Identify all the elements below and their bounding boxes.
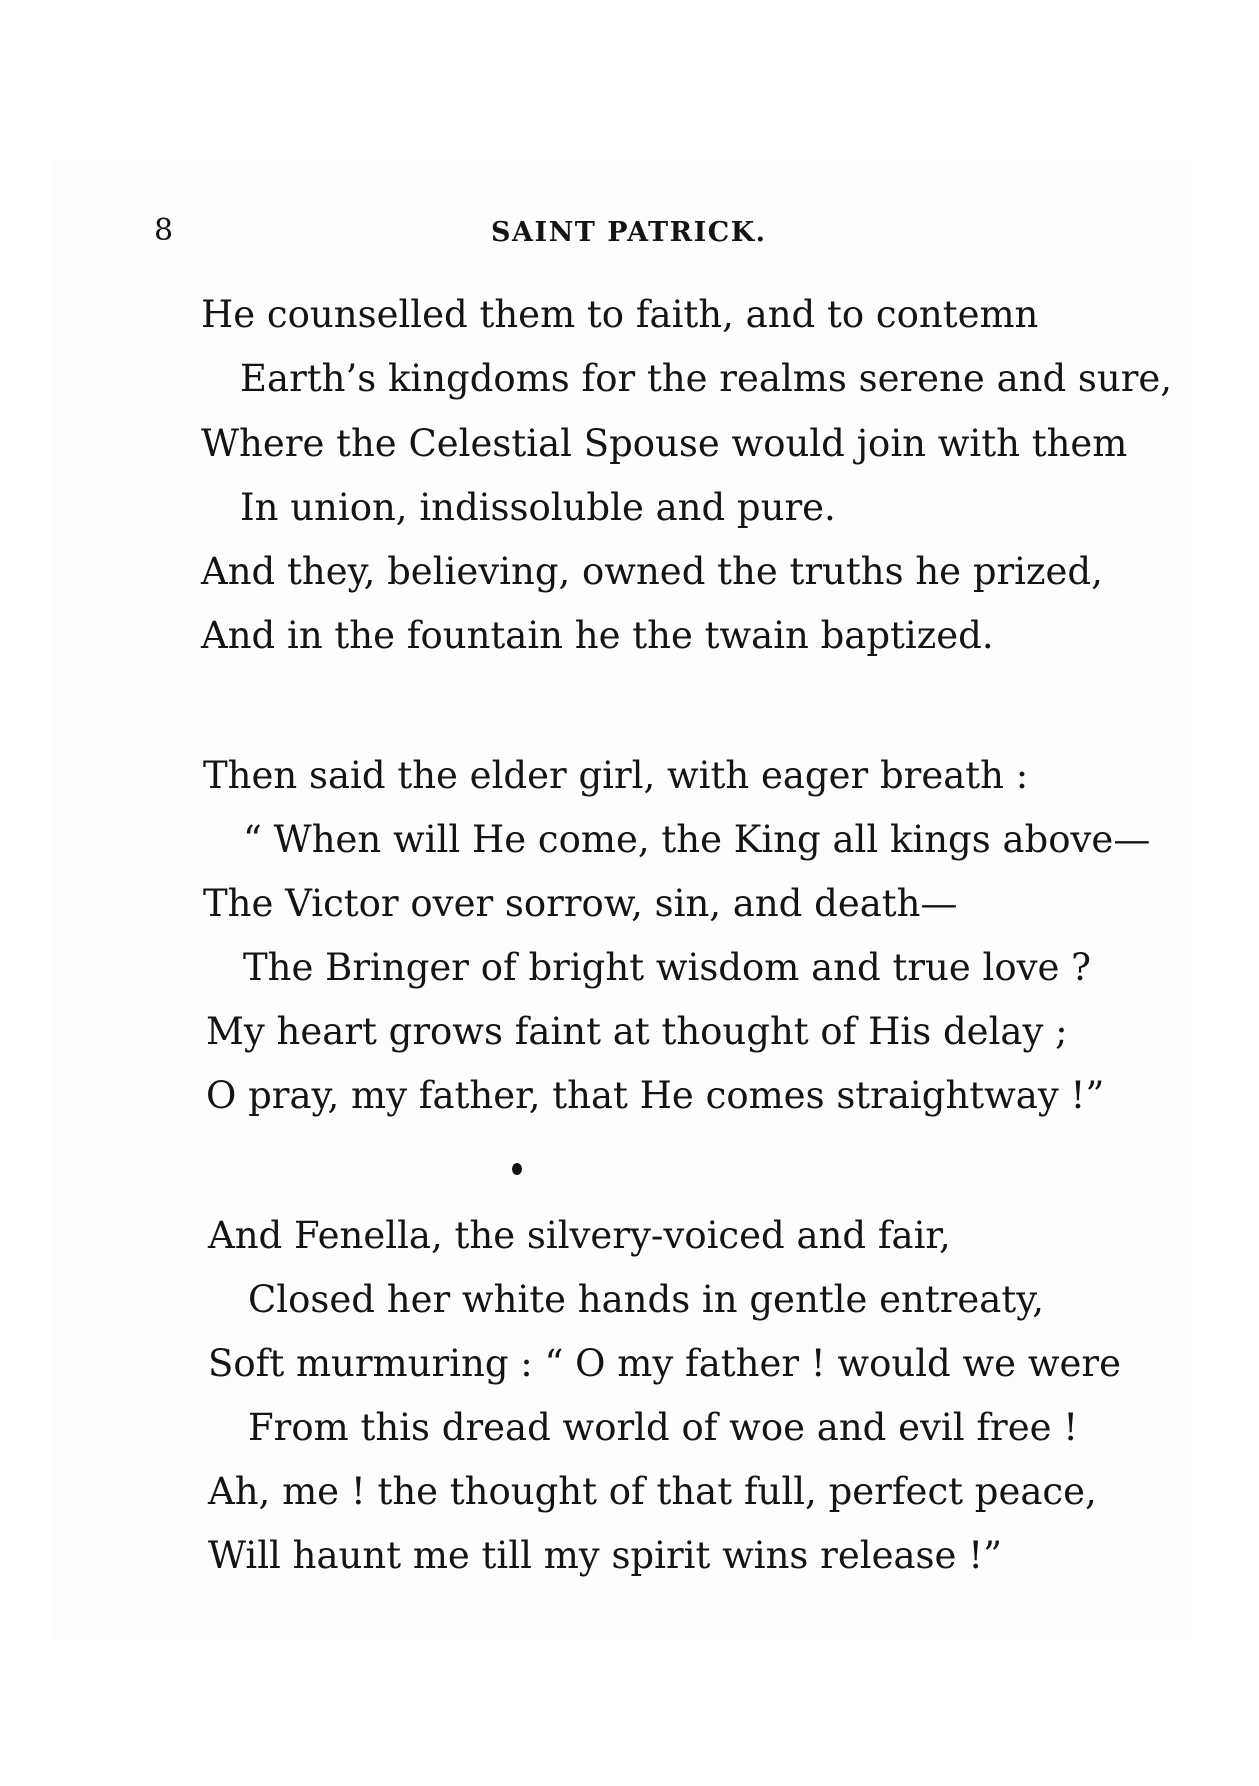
verse-line: Closed her white hands in gentle entreaty, <box>248 1278 1044 1321</box>
verse-line: O pray, my father, that He comes straightway !” <box>206 1074 1105 1117</box>
verse-line: And they, believing, owned the truths he prized, <box>201 550 1103 593</box>
verse-line: Where the Celestial Spouse would join with them <box>201 422 1128 465</box>
ornament-dot <box>512 1163 522 1175</box>
verse-line: Earth’s kingdoms for the realms serene and sure, <box>240 357 1173 400</box>
verse-line: He counselled them to faith, and to contemn <box>201 293 1039 336</box>
page-number: 8 <box>154 213 174 248</box>
verse-line: From this dread world of woe and evil free ! <box>248 1406 1079 1449</box>
verse-line: And in the fountain he the twain baptized. <box>201 614 994 657</box>
verse-line: Then said the elder girl, with eager breath : <box>203 754 1029 797</box>
verse-line: The Victor over sorrow, sin, and death— <box>203 882 958 925</box>
verse-line: Will haunt me till my spirit wins release !” <box>208 1534 1002 1577</box>
verse-line: And Fenella, the silvery-voiced and fair, <box>208 1214 951 1257</box>
verse-line: My heart grows faint at thought of His delay ; <box>206 1010 1068 1053</box>
verse-line: Soft murmuring : “ O my father ! would we were <box>208 1342 1121 1385</box>
verse-line: “ When will He come, the King all kings above— <box>243 818 1151 861</box>
verse-line: In union, indissoluble and pure. <box>240 486 836 529</box>
verse-line: The Bringer of bright wisdom and true love ? <box>243 946 1092 989</box>
verse-line: Ah, me ! the thought of that full, perfect peace, <box>208 1470 1097 1513</box>
running-title: SAINT PATRICK. <box>491 217 767 248</box>
